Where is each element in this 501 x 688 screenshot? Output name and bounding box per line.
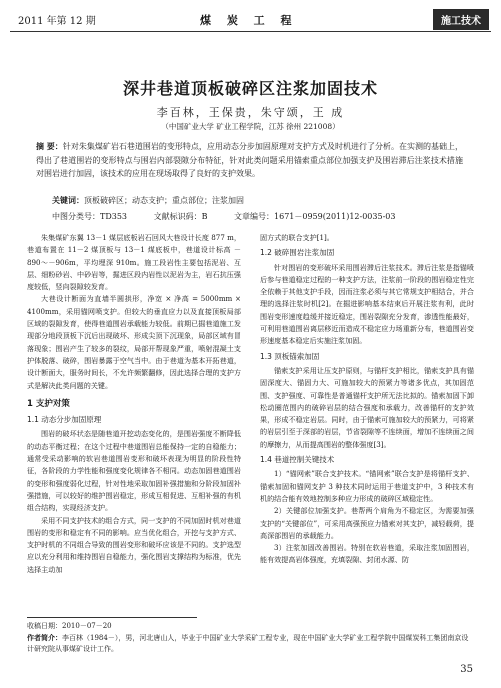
article-number: 文章编号：1671－0959(2011)12-0035-03 [234,212,396,221]
right-column [260,232,474,567]
body-paragraph: 大巷设计断面为直墙半圆拱形，净宽 × 净高 = 5000mm × 4100mm，采用锚网喷支护。但较大的垂直应力以及直接顶板局部区域的裂隙发育，使得巷道围岩承载能力较低。前期已掘巷道施工发现部分地段顶板下沉后出现破坏、形成尖顶下沉现象，局部区域有冒落现象；围岩产生了较多的裂纹，局部开帮现象严重，喷射混凝土支护体脱落、破碎，围岩暴露于空气当中。由于巷道为基本开拓巷道，设计断面大，服务时间长，不允许频繁翻修，因此选择合理的支护方式是解决此类问题的关键。 [27,294,241,390]
abstract [36,140,463,181]
author-bio [27,633,471,655]
footnote-rule [27,617,197,618]
subsection-heading: 1.1 动态分步加固原理 [27,415,102,425]
subsection-heading: 1.4 巷道控制关键技术 [260,455,335,465]
received-date: 收稿日期：2010－07－20 [27,622,112,630]
keywords-label: 关键词： [52,196,84,205]
header-rule [10,31,491,32]
body-paragraph: 锚索支护采用让压支护原则，与锚杆支护相比，锚索支护具有锚固深度大、锚固力大、可施加较大的预紧力等诸多优点，其加固范围、支护强度、可靠性是普通锚杆支护所无法比拟的。锚索加固下卸松动圈范围内的破碎岩层的结合强度和承载力，改善锚杆的支护效果，形成不稳定岩层。同时，由于锚索可施加较大的预紧力，可将紧的岩层引至于深部的岩层，节省裂隙等不连续面，增加不连续面之间的摩擦力，从而提高围岩的整体强度[3]。 [260,365,474,449]
body-paragraph: 朱集煤矿东翼 13－1 煤层底板岩石回风大巷设计长度 877 m，巷道布置在 11－2 煤顶板与 13－1 煤底板中，巷道设计标高 －890～－906m，平均埋深 910m。施工段岩性主要包括泥岩、互层、细粉砂岩、中砂岩等，掘进区段内岩性以泥岩为主，岩石抗压强度较低，竖向裂隙较发育。 [27,233,241,292]
body-paragraph: 采用不同支护技术的组合方式，同一支护的不同加固时机对巷道围岩的变形和稳定有不同的影响。应当优化组合，开挖与支护方式、支护时机的不同组合导致的围岩变形和破坏应该是不同的。支护选型应以充分利用和维持围岩自稳能力，强化围岩支撑结构为标准，优先选择主动加 [27,515,241,574]
affiliation: （中国矿业大学 矿业工程学院，江苏 徐州 221008） [161,122,340,131]
body-paragraph: 3）注浆加固改善围岩。特别在软岩巷道，采取注浆加固围岩，能有效提高岩体强度，充填裂隙、封闭水源、防 [260,543,474,565]
issue-label: 2011 年第 12 期 [18,16,96,27]
author-bio-text: 李百林（1984－），男，河北唐山人，毕业于中国矿业大学采矿工程专业，现在中国矿业大学矿业工程学院中国煤炭科工集团南京设计研究院从事煤矿设计工作。 [27,634,469,653]
body-paragraph: 1）“锚网索”联合支护技术。“锚网索”联合支护是将锚杆支护、锚索加固和锚网支护 3 种技术同时运用于巷道支护中，3 种技术有机的结合能有效地控制多种应力形成的破碎区域稳定性。 [260,469,474,503]
classification-line [52,211,463,222]
clc-code: 中图分类号：TD353 [52,212,128,221]
body-paragraph: 针对围岩的变形破坏采用围岩滞后注浆技术。滞后注浆是指锚喷后参与巷道稳定过程的一种支护方法，注浆前一阶段的围岩稳定性完全依赖于其他支护手段，因而注浆必须与其它常规支护相结合，并合理的选择注浆时机[2]。在掘进影响基本结束后开展注浆有利，此时围岩变形速度趋缓并接近稳定，围岩裂隙充分发育，渗透性能最好，可利用巷道围岩离层移近而造成不稳定应力场重新分布，巷道围岩变形速度基本稳定后实施注浆加固。 [260,262,474,346]
body-paragraph: 固方式的联合支护[1]。 [260,233,334,242]
abstract-text: 针对朱集煤矿岩石巷道围岩的变形特点，应用动态分步加固原理对支护方式及时机进行了分析。在实测的基础上，得出了巷道围岩的变形特点与围岩内部裂隙分布特征，针对此类问题采用锚索重点部位加强支护及围岩滞后注浆技术措施对围岩进行加固，该技术的应用在现场取得了良好的支护效果。 [36,142,463,178]
abstract-label: 摘 要： [36,142,63,151]
body-paragraph: 围岩的破坏状态是随巷道开挖动态变化的，是围岩强度不断降低的动态平衡过程；在这个过程中巷道围岩总能保持一定的自稳能力；通常受采动影响的软岩巷道围岩变形和破坏表现为明显的阶段性特征，各阶段的力学性能和强度变化规律各不相同。动态加固巷道围岩的变形和强度弱化过程，针对性地采取加固补强措施和分阶段加固补强措施，可以较好的维护围岩稳定，形成互相促进、互相补强的有机组合结构，实现经济支护。 [27,429,241,513]
author-bio-label: 作者简介： [27,634,62,642]
body-paragraph: 2）关键部位加强支护。巷帮两个肩角为不稳定区，为需要加强支护的“关键部位”，可采用高强预应力锚索对其支护，减轻载荷，提高深部围岩的承载能力。 [260,506,474,540]
subsection-heading: 1.2 破碎围岩注浆加固 [260,248,335,258]
running-header [10,8,491,30]
section-heading: 1 支护对策 [27,398,70,409]
page-number: 35 [460,664,473,675]
subsection-heading: 1.3 顶板锚索加固 [260,351,320,361]
journal-name: 煤 炭 工 程 [200,14,298,27]
document-code: 文献标识码：B [153,212,208,221]
keywords-text: 顶板破碎区；动态支护；重点部位；注浆加固 [84,196,244,205]
left-column [27,232,241,576]
keywords [52,195,463,206]
paper-title: 深井巷道顶板破碎区注浆加固技术 [122,79,378,98]
section-badge: 施工技术 [433,9,489,30]
author-list: 李百林，王保贵，朱守颂，王 成 [156,106,345,119]
